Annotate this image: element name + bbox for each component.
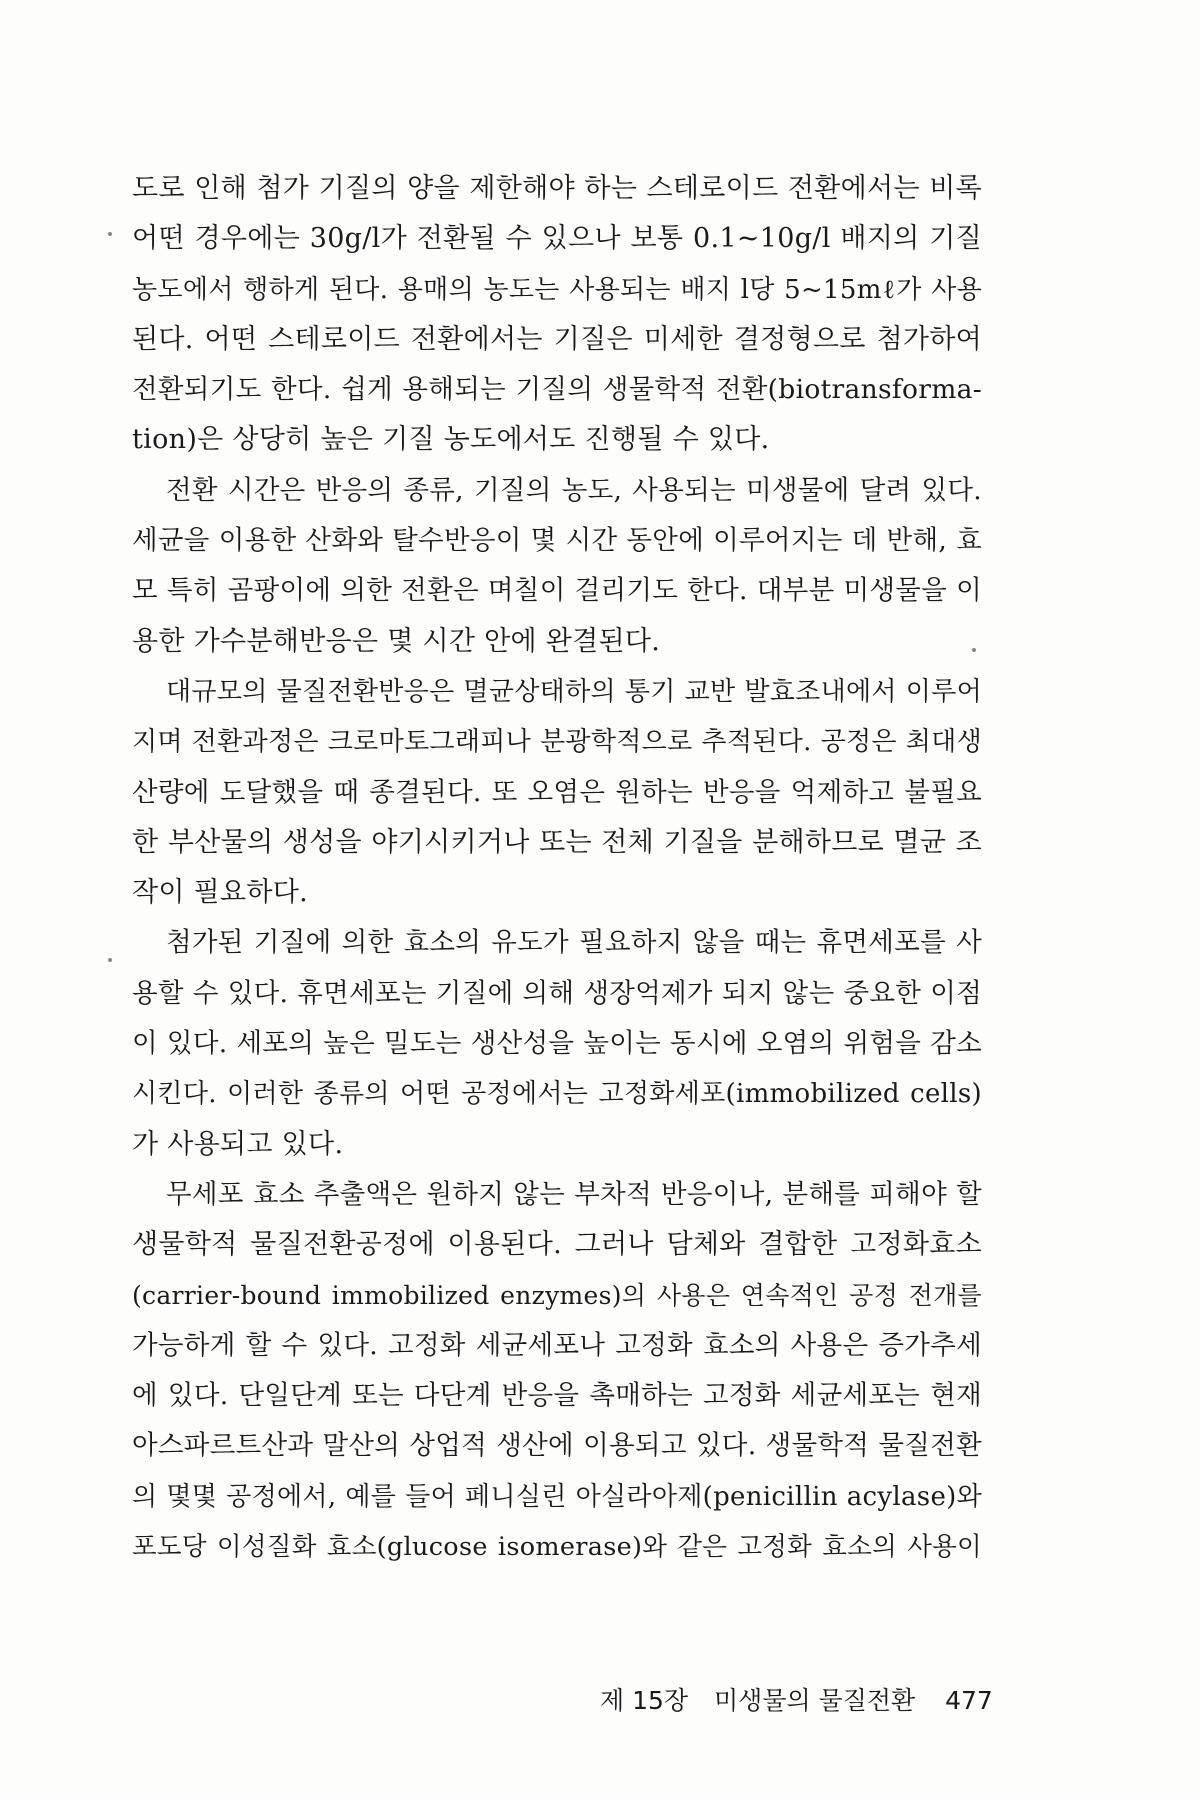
text-line: 전환 시간은 반응의 종류, 기질의 농도, 사용되는 미생물에 달려 있다.: [166, 474, 982, 506]
page-footer: [600, 1681, 993, 1721]
running-footer-title: 미생물의 물질전환: [714, 1686, 916, 1715]
paragraph: [132, 918, 982, 1169]
page-number: 477: [945, 1686, 993, 1715]
text-line: tion)은 상당히 높은 기질 농도에서도 진행될 수 있다.: [132, 424, 770, 456]
text-line: 지며 전환과정은 크로마토그래피나 분광학적으로 추적된다. 공정은 최대생: [132, 727, 982, 758]
text-line: 작이 필요하다.: [132, 877, 309, 909]
text-line: 에 있다. 단일단계 또는 다단계 반응을 촉매하는 고정화 세균세포는 현재: [132, 1380, 982, 1412]
scan-speck: [108, 958, 112, 962]
text-line: 전환되기도 한다. 쉽게 용해되는 기질의 생물학적 전환(biotransforma-: [132, 374, 982, 406]
text-line: 이 있다. 세포의 높은 밀도는 생산성을 높이는 동시에 오염의 위험을 감소: [132, 1028, 982, 1060]
text-line: 한 부산물의 생성을 야기시키거나 또는 전체 기질을 분해하므로 멸균 조: [132, 826, 982, 858]
running-footer-chapter: 제 15장: [600, 1686, 689, 1715]
text-line: 생물학적 물질전환공정에 이용된다. 그러나 담체와 결합한 고정화효소: [132, 1229, 982, 1261]
text-line: 시킨다. 이러한 종류의 어떤 공정에서는 고정화세포(immobilized cells): [132, 1079, 982, 1110]
text-line: 첨가된 기질에 의한 효소의 유도가 필요하지 않을 때는 휴면세포를 사: [166, 927, 982, 959]
paragraph: [132, 1170, 982, 1572]
text-line: 된다. 어떤 스테로이드 전환에서는 기질은 미세한 결정형으로 첨가하여: [132, 323, 982, 355]
paragraph: [132, 164, 982, 466]
text-line: 포도당 이성질화 효소(glucose isomerase)와 같은 고정화 효소의 사용이: [132, 1532, 982, 1563]
scan-speck: [972, 648, 976, 652]
paragraph: [132, 667, 982, 918]
paragraph: [132, 466, 982, 667]
text-line: 가능하게 할 수 있다. 고정화 세균세포나 고정화 효소의 사용은 증가추세: [132, 1329, 982, 1361]
text-line: 세균을 이용한 산화와 탈수반응이 몇 시간 동안에 이루어지는 데 반해, 효: [132, 525, 982, 557]
body-text: [132, 164, 982, 1572]
text-line: 용한 가수분해반응은 몇 시간 안에 완결된다.: [132, 625, 661, 657]
text-line: (carrier-bound immobilized enzymes)의 사용은 연속적인 공정 전개를: [132, 1280, 982, 1310]
text-line: 산량에 도달했을 때 종결된다. 또 오염은 원하는 반응을 억제하고 불필요: [132, 776, 982, 808]
text-line: 의 몇몇 공정에서, 예를 들어 페니실린 아실라아제(penicillin acylase)와: [132, 1481, 982, 1512]
text-line: 모 특히 곰팡이에 의한 전환은 며칠이 걸리기도 한다. 대부분 미생물을 이: [132, 575, 982, 607]
text-line: 도로 인해 첨가 기질의 양을 제한해야 하는 스테로이드 전환에서는 비록: [132, 173, 982, 204]
text-line: 대규모의 물질전환반응은 멸균상태하의 통기 교반 발효조내에서 이루어: [166, 676, 982, 707]
text-line: 아스파르트산과 말산의 상업적 생산에 이용되고 있다. 생물학적 물질전환: [132, 1430, 982, 1462]
text-line: 어떤 경우에는 30g/l가 전환될 수 있으나 보통 0.1~10g/l 배지의 기질: [132, 223, 982, 255]
text-line: 무세포 효소 추출액은 원하지 않는 부차적 반응이나, 분해를 피해야 할: [166, 1178, 982, 1210]
text-line: 용할 수 있다. 휴면세포는 기질에 의해 생장억제가 되지 않는 중요한 이점: [132, 977, 982, 1009]
text-line: 가 사용되고 있다.: [132, 1128, 344, 1160]
scan-speck: [108, 232, 112, 236]
text-line: 농도에서 행하게 된다. 용매의 농도는 사용되는 배지 l당 5~15mℓ가 사용: [132, 274, 982, 305]
